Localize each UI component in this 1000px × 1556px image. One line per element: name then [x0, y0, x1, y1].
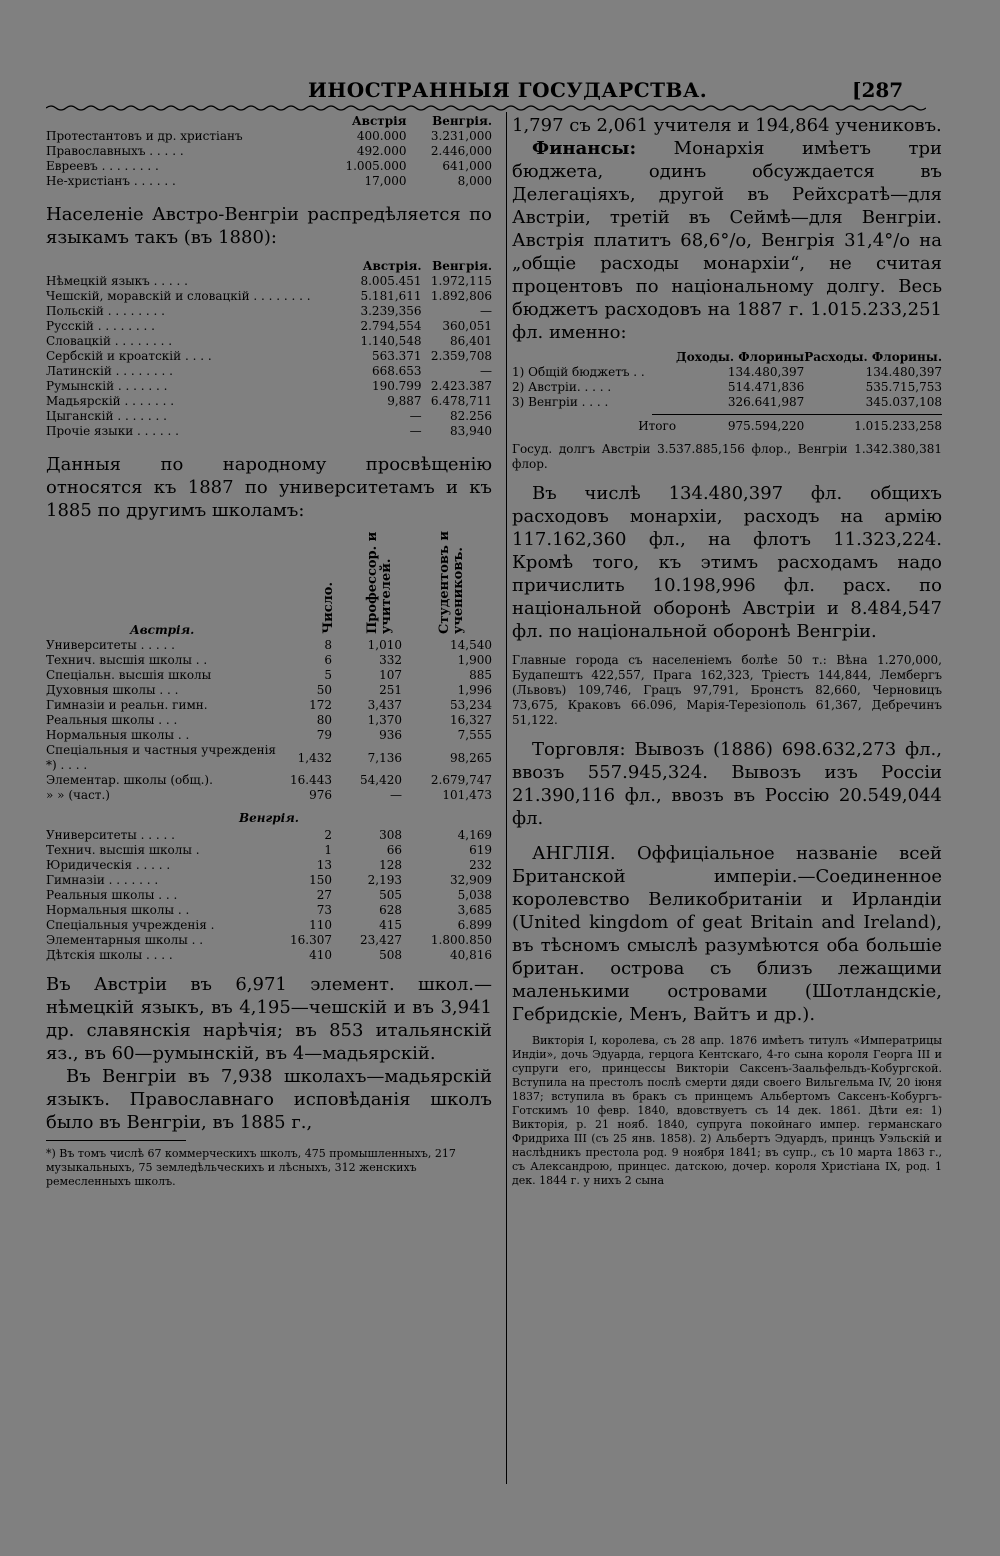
row-value: — — [409, 424, 422, 438]
row-value: 628 — [379, 903, 402, 917]
row-value: 3.239,356 — [360, 304, 422, 318]
austria-education-row — [46, 668, 492, 683]
row-value: 251 — [379, 683, 402, 697]
budget-total-row — [512, 419, 942, 434]
education-intro: Данныя по народному просвѣщенію относятся къ 1887 по университетамъ и къ 1885 по другимъ школамъ: — [46, 454, 492, 521]
hungary-education-row — [46, 828, 492, 843]
budget-total-income: 975.594,220 — [727, 419, 805, 433]
row-label: Не-христіанъ . . . . . . — [46, 174, 176, 188]
row-label: Нѣмецкій языкъ . . . . . — [46, 274, 188, 288]
austria-schools-paragraph: Въ Австріи въ 6,971 элемент. школ.—нѣмецкій языкъ, въ 4,195—чешскій и въ 3,941 др. славянскія нарѣчія; въ 853 итальянскій яз., въ 60—румынскій, въ 4—мадьярскій. — [46, 974, 492, 1064]
row-value: 17,000 — [364, 174, 407, 188]
row-value: 668.653 — [371, 364, 422, 378]
row-label: Элементарныя школы . . — [46, 933, 204, 947]
edu-col-teachers: Профессор. и учителей. — [365, 531, 394, 634]
row-value: 6.478,711 — [430, 394, 492, 408]
row-value: 345.037,108 — [865, 395, 942, 409]
row-value: 619 — [469, 843, 492, 857]
row-value: 98,265 — [450, 750, 492, 765]
row-value: 505 — [379, 888, 402, 902]
trade-paragraph: Торговля: Вывозъ (1886) 698.632,273 фл., ввозъ 557.945,324. Вывозъ изъ Россіи 21.390,116 фл., ввозъ въ Россію 20.549,044 фл. — [512, 739, 942, 829]
army-paragraph: Въ числѣ 134.480,397 фл. общихъ расходовъ монархіи, расходъ на армію 117.162,360 фл., на флотъ 11.323,224. Кромѣ того, къ этимъ расходамъ надо причислить 10.198,996 фл. расх. по національной оборонѣ Австріи и 8.484,547 фл. по національной оборонѣ Венгріи. — [512, 483, 942, 642]
budget-total-label: Итого — [638, 419, 677, 433]
row-label: 3) Венгріи . . . . — [512, 395, 609, 409]
row-value: 16.307 — [290, 933, 332, 947]
language-col-hungary: Венгрія. — [432, 259, 492, 273]
language-row — [46, 409, 492, 424]
hungary-education-row — [46, 948, 492, 963]
row-label: Цыганскій . . . . . . . — [46, 409, 167, 423]
row-value: 3,685 — [457, 903, 492, 917]
language-intro: Населеніе Австро-Венгріи распредѣляется по языкамъ такъ (въ 1880): — [46, 204, 492, 248]
row-value: 1.800.850 — [430, 933, 492, 947]
row-label: Дѣтскія школы . . . . — [46, 948, 173, 962]
row-value: 1,010 — [367, 638, 402, 652]
row-value: 1.005.000 — [345, 159, 407, 173]
row-label: Духовныя школы . . . — [46, 683, 179, 697]
hungary-education-table — [46, 828, 492, 963]
row-label: Православныхъ . . . . . — [46, 144, 184, 158]
row-value: 410 — [309, 948, 332, 962]
row-value: 6.899 — [457, 918, 492, 932]
row-value: 3,437 — [367, 698, 402, 712]
language-row — [46, 394, 492, 409]
row-label: Гимназіи и реальн. гимн. — [46, 698, 208, 712]
austria-education-row — [46, 743, 492, 773]
column-divider — [506, 112, 507, 1484]
row-value: 101,473 — [442, 788, 492, 802]
religion-col-hungary: Венгрія. — [432, 114, 492, 128]
row-value: 508 — [379, 948, 402, 962]
right-column — [512, 114, 942, 1188]
row-label: 2) Австріи. . . . . — [512, 380, 612, 394]
edu-col-number: Число. — [321, 582, 336, 634]
austria-education-row — [46, 683, 492, 698]
language-row — [46, 364, 492, 379]
students-continuation: 1,797 съ 2,061 учителя и 194,864 учениковъ. — [512, 115, 942, 136]
row-value: 54,420 — [360, 773, 402, 787]
row-value: 80 — [316, 713, 332, 727]
row-value: 8,000 — [457, 174, 492, 188]
row-value: 1,996 — [457, 683, 492, 697]
row-value: 1.140,548 — [360, 334, 422, 348]
austria-education-row — [46, 788, 492, 803]
budget-col-expense: Расходы. Флорины. — [804, 350, 942, 364]
row-value: 1,370 — [367, 713, 402, 727]
row-value: 7,136 — [367, 750, 402, 765]
row-label: Технич. высшія школы . — [46, 843, 200, 857]
row-value: 86,401 — [450, 334, 492, 348]
row-value: 134.480,397 — [727, 365, 805, 379]
row-value: 2.446,000 — [430, 144, 492, 158]
row-value: 492.000 — [356, 144, 407, 158]
row-value: 360,051 — [442, 319, 492, 333]
row-value: 8 — [324, 638, 332, 652]
row-label: Юридическія . . . . . — [46, 858, 171, 872]
language-row — [46, 304, 492, 319]
row-label: Элементар. школы (общ.). — [46, 773, 213, 787]
footnote-rule — [46, 1140, 186, 1141]
row-label: » » (част.) — [46, 788, 110, 802]
row-value: 1 — [324, 843, 332, 857]
row-value: 14,540 — [450, 638, 492, 652]
row-value: 9,887 — [387, 394, 422, 408]
row-label: Прочіе языки . . . . . . — [46, 424, 179, 438]
page-number: [287 — [852, 78, 904, 102]
row-value: 172 — [309, 698, 332, 712]
hungary-education-row — [46, 903, 492, 918]
row-label: Евреевъ . . . . . . . . — [46, 159, 159, 173]
austria-education-row — [46, 653, 492, 668]
row-value: — — [480, 364, 492, 378]
row-value: 6 — [324, 653, 332, 667]
row-value: 2 — [324, 828, 332, 842]
left-column — [46, 114, 492, 1189]
finances-text: Монархія имѣетъ три бюджета, одинъ обсуждается въ Делегаціяхъ, другой въ Рейхсратѣ—для Австріи, третій въ Сеймѣ—для Венгріи. Австрія платитъ 68,6°/о, Венгрія 31,4°/о на „общіе расходы монархіи“, не считая процентовъ по національному долгу. Весь бюджетъ расходовъ на 1887 г. 1.015.233,251 фл. именно: — [512, 138, 942, 343]
language-row — [46, 424, 492, 439]
row-value: 79 — [316, 728, 332, 742]
row-label: Реальныя школы . . . — [46, 888, 178, 902]
row-value: 1,432 — [297, 750, 332, 765]
row-value: 53,234 — [450, 698, 492, 712]
budget-row — [512, 365, 942, 380]
row-label: Мадьярскій . . . . . . . — [46, 394, 175, 408]
row-value: 308 — [379, 828, 402, 842]
language-row — [46, 349, 492, 364]
education-header — [46, 526, 492, 638]
wavy-rule — [46, 104, 926, 112]
hungary-education-row — [46, 858, 492, 873]
row-value: 563.371 — [371, 349, 422, 363]
row-value: 3.231,000 — [430, 129, 492, 143]
row-value: 2.423.387 — [430, 379, 492, 393]
row-value: — — [409, 409, 422, 423]
language-col-austria: Австрія. — [362, 259, 422, 273]
language-row — [46, 274, 492, 289]
row-value: 2.794,554 — [360, 319, 422, 333]
hungary-education-row — [46, 888, 492, 903]
row-value: 128 — [379, 858, 402, 872]
row-label: Спеціальныя учрежденія . — [46, 918, 215, 932]
state-debt: Госуд. долгъ Австріи 3.537.885,156 флор., Венгріи 1.342.380,381 флор. — [512, 442, 942, 471]
row-value: 16,327 — [450, 713, 492, 727]
row-label: Польскій . . . . . . . . — [46, 304, 165, 318]
austria-education-row — [46, 773, 492, 788]
finances-label: Финансы: — [532, 138, 637, 159]
row-label: Латинскій . . . . . . . . — [46, 364, 173, 378]
row-label: Сербскій и кроатскій . . . . — [46, 349, 212, 363]
row-value: 5.181,611 — [360, 289, 422, 303]
row-value: 134.480,397 — [865, 365, 942, 379]
budget-row — [512, 380, 942, 395]
language-row — [46, 379, 492, 394]
row-value: 4,169 — [457, 828, 492, 842]
page — [28, 50, 942, 1498]
row-value: 332 — [379, 653, 402, 667]
row-label: Реальныя школы . . . — [46, 713, 178, 727]
row-label: Русскій . . . . . . . . — [46, 319, 155, 333]
row-label: Университеты . . . . . — [46, 828, 175, 842]
hungary-schools-paragraph: Въ Венгріи въ 7,938 школахъ—мадьярскій языкъ. Православнаго исповѣданія школъ было въ Венгріи, въ 1885 г., — [46, 1066, 492, 1133]
row-value: 110 — [309, 918, 332, 932]
footnote: *) Въ томъ числѣ 67 коммерческихъ школъ, 475 промышленныхъ, 217 музыкальныхъ, 75 земледѣльческихъ и лѣсныхъ, 312 женскихъ ремесленныхъ школъ. — [46, 1147, 456, 1188]
austria-education-row — [46, 713, 492, 728]
row-value: 400.000 — [356, 129, 407, 143]
row-value: 2.679,747 — [430, 773, 492, 787]
row-value: 1.892,806 — [430, 289, 492, 303]
austria-education-row — [46, 698, 492, 713]
row-value: 641,000 — [442, 159, 492, 173]
row-value: 107 — [379, 668, 402, 682]
page-title: ИНОСТРАННЫЯ ГОСУДАРСТВА. — [308, 78, 708, 102]
row-label: Чешскій, моравскій и словацкій . . . . . . . . — [46, 289, 311, 303]
austria-education-table — [46, 638, 492, 803]
language-table — [46, 259, 492, 439]
row-value: 50 — [316, 683, 332, 697]
england-paragraph: АНГЛІЯ. Оффиціальное названіе всей Британской имперіи.—Соединенное королевство Великобританіи и Ирландіи (United kingdom of geat Britain and Ireland), въ тѣсномъ смыслѣ разумѣются оба большіе британ. острова съ близъ лежащими маленькими островами (Шотландскіе, Гебридскіе, Менъ, Вайтъ и др.). — [512, 843, 942, 1025]
religion-row — [46, 174, 492, 189]
row-value: 885 — [469, 668, 492, 682]
row-value: 27 — [316, 888, 332, 902]
row-label: Словацкій . . . . . . . . — [46, 334, 173, 348]
row-label: Румынскій . . . . . . . — [46, 379, 168, 393]
row-value: — — [390, 788, 402, 802]
budget-total-expense: 1.015.233,258 — [854, 419, 942, 433]
row-value: 40,816 — [450, 948, 492, 962]
row-value: 5,038 — [457, 888, 492, 902]
row-label: Технич. высшія школы . . — [46, 653, 208, 667]
hungary-education-row — [46, 933, 492, 948]
edu-col-students: Студентовъ и учениковъ. — [437, 530, 466, 634]
budget-table — [512, 350, 942, 434]
row-value: — — [480, 304, 492, 318]
row-value: 415 — [379, 918, 402, 932]
row-value: 190.799 — [371, 379, 422, 393]
language-row — [46, 319, 492, 334]
austria-education-row — [46, 728, 492, 743]
austria-education-row — [46, 638, 492, 653]
row-label: Нормальныя школы . . — [46, 903, 190, 917]
row-value: 326.641,987 — [727, 395, 805, 409]
row-value: 936 — [379, 728, 402, 742]
row-value: 66 — [386, 843, 402, 857]
row-value: 7,555 — [457, 728, 492, 742]
cities-paragraph: Главные города съ населеніемъ болѣе 50 т.: Вѣна 1.270,000, Будапештъ 422,557, Прага 162,323, Тріестъ 144,844, Лембергъ (Львовъ) 109,746, Грацъ 97,791, Бронстъ 82,660, Черновицъ 73,675, Краковъ 66.096, Марія-Терезіополь 61,367, Дебречинъ 51,122. — [512, 653, 942, 727]
row-value: 8.005.451 — [360, 274, 422, 288]
row-label: Гимназіи . . . . . . . — [46, 873, 159, 887]
row-value: 514.471,836 — [727, 380, 805, 394]
row-value: 5 — [324, 668, 332, 682]
religion-row — [46, 159, 492, 174]
row-value: 16.443 — [290, 773, 332, 787]
row-value: 535.715,753 — [865, 380, 942, 394]
row-value: 82.256 — [450, 409, 492, 423]
row-label: Протестантовъ и др. христіанъ — [46, 129, 243, 143]
hungary-section-label: Венгрія. — [239, 811, 299, 825]
hungary-education-row — [46, 918, 492, 933]
row-label: Спеціальныя и частныя учрежденія *) . . . . — [46, 743, 276, 772]
austria-section-label: Австрія. — [130, 623, 195, 637]
row-value: 2,193 — [367, 873, 402, 887]
row-value: 150 — [309, 873, 332, 887]
victoria-paragraph: Викторія I, королева, съ 28 апр. 1876 имѣетъ титулъ «Императрицы Индіи», дочь Эдуарда, герцога Кентскаго, 4-го сына короля Георга III и супруги его, принцессы Викторіи Саксенъ-Заальфельдъ-Кобургской. Вступила на престолъ послѣ смерти дяди своего Вильгельма IV, 20 іюня 1837; вступила въ бракъ съ принцемъ Альбертомъ Саксенъ-Кобургъ-Готскимъ 10 февр. 1840, вдовствуетъ съ 14 дек. 1861. Дѣти ея: 1) Викторія, р. 21 нояб. 1840, супруга покойнаго импер. германскаго Фридриха III (съ 25 янв. 1858). 2) Альбертъ Эдуардъ, принцъ Уэльскій и наслѣдникъ престола род. 9 ноября 1841; въ супр., съ 10 марта 1863 г., съ Александрою, принцес. датскою, дочер. короля Христіана IX, род. 1 дек. 1844 г. у нихъ 2 сына — [512, 1034, 942, 1187]
hungary-education-row — [46, 873, 492, 888]
budget-col-income: Доходы. Флорины — [676, 350, 805, 364]
row-label: 1) Общій бюджетъ . . — [512, 365, 645, 379]
row-value: 2.359,708 — [430, 349, 492, 363]
row-value: 1,900 — [457, 653, 492, 667]
row-value: 976 — [309, 788, 332, 802]
finances-paragraph — [512, 137, 942, 344]
row-label: Спеціальн. высшія школы — [46, 668, 212, 682]
row-value: 1.972,115 — [430, 274, 492, 288]
religion-table — [46, 114, 492, 189]
row-value: 32,909 — [450, 873, 492, 887]
row-label: Нормальныя школы . . — [46, 728, 190, 742]
row-value: 73 — [316, 903, 332, 917]
religion-row — [46, 144, 492, 159]
row-value: 23,427 — [360, 933, 402, 947]
religion-col-austria: Австрія — [351, 114, 407, 128]
budget-row — [512, 395, 942, 410]
language-row — [46, 334, 492, 349]
language-row — [46, 289, 492, 304]
row-value: 232 — [469, 858, 492, 872]
row-label: Университеты . . . . . — [46, 638, 175, 652]
hungary-education-row — [46, 843, 492, 858]
religion-row — [46, 129, 492, 144]
row-value: 83,940 — [450, 424, 492, 438]
row-value: 13 — [316, 858, 332, 872]
